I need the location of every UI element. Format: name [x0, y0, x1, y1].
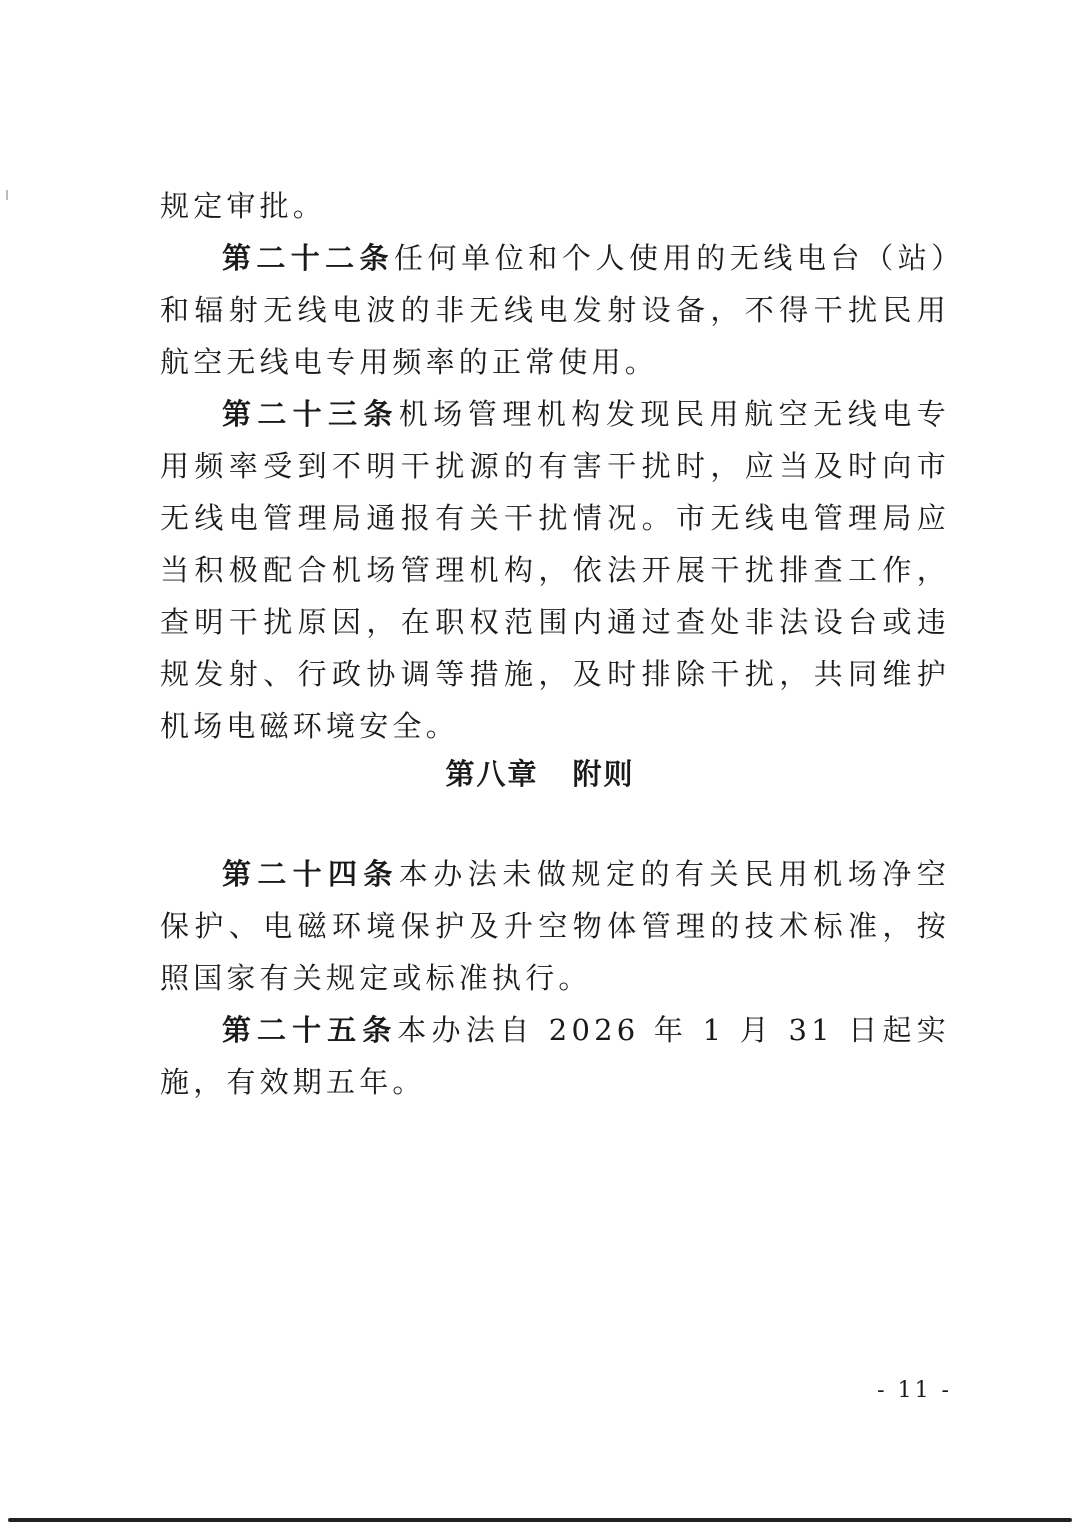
article-text: 机场管理机构发现民用航空无线电专用频率受到不明干扰源的有害干扰时，应当及时向市无线电管理局通报有关干扰情况。市无线电管理局应当积极配合机场管理机构，依法开展干扰排查工作，查明干扰原因，在职权范围内通过查处非法设台或违规发射、行政协调等措施，及时排除干扰，共同维护机场电磁环境安全。: [160, 397, 950, 743]
scan-bottom-edge: [8, 1518, 1072, 1522]
paragraph-continuation: [160, 180, 950, 232]
article-24: [160, 848, 950, 1004]
article-text: 本办法未做规定的有关民用机场净空保护、电磁环境保护及升空物体管理的技术标准，按照国家有关规定或标准执行。: [160, 857, 950, 995]
page-number: - 11 -: [877, 1378, 952, 1403]
article-heading: 第二十四条: [222, 857, 399, 891]
scan-edge-mark: [6, 190, 8, 200]
paragraph-text: 规定审批。: [160, 189, 327, 223]
article-heading: 第二十五条: [222, 1013, 398, 1047]
chapter-number: 第八章: [445, 757, 539, 791]
article-22: [160, 232, 950, 388]
article-23: [160, 388, 950, 752]
chapter-heading: [0, 752, 1080, 793]
article-text: 任何单位和个人使用的无线电台（站）和辐射无线电波的非无线电发射设备，不得干扰民用航空无线电专用频率的正常使用。: [160, 241, 950, 379]
article-text: 本办法自 2026 年 1 月 31 日起实施，有效期五年。: [160, 1013, 950, 1099]
article-25: [160, 1004, 950, 1108]
chapter-title: 附则: [572, 757, 635, 791]
article-heading: 第二十二条: [222, 241, 394, 275]
article-heading: 第二十三条: [222, 397, 399, 431]
